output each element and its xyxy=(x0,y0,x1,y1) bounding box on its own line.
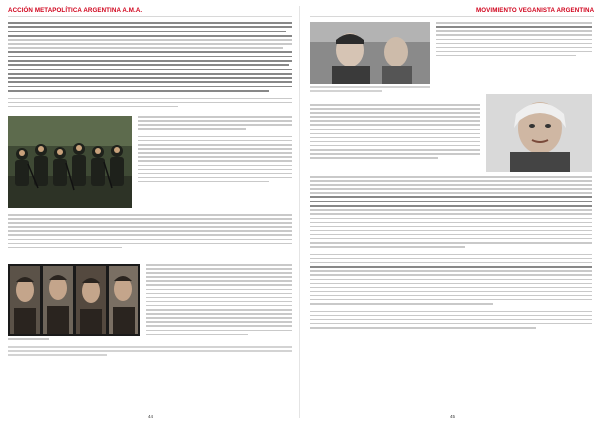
right-page-header: MOVIMIENTO VEGANISTA ARGENTINA xyxy=(476,7,595,14)
rucci-caption xyxy=(310,86,430,94)
left-page-text-tail xyxy=(8,338,146,342)
right-column-text-2 xyxy=(310,104,480,161)
woman-portrait-photo xyxy=(486,94,592,172)
right-page xyxy=(302,0,600,424)
left-header-rule xyxy=(8,16,292,17)
page-gutter xyxy=(299,6,300,418)
left-intro-text xyxy=(8,22,292,110)
right-page-number: 45 xyxy=(450,414,456,419)
guerrilla-group-photo xyxy=(8,116,132,208)
left-page-header: ACCIÓN METAPOLÍTICA ARGENTINA A.M.A. xyxy=(8,7,143,14)
portraits-collage-photo xyxy=(8,264,140,336)
photo-caption xyxy=(8,346,292,358)
right-header-rule xyxy=(310,16,594,17)
left-page-number: 44 xyxy=(148,414,154,419)
right-page-body xyxy=(310,176,592,331)
rucci-portrait-photo xyxy=(310,22,430,84)
left-column-text-1 xyxy=(138,116,292,185)
right-column-text-1 xyxy=(436,22,592,59)
left-column-text-2 xyxy=(146,264,292,338)
left-mid-text xyxy=(8,214,292,251)
